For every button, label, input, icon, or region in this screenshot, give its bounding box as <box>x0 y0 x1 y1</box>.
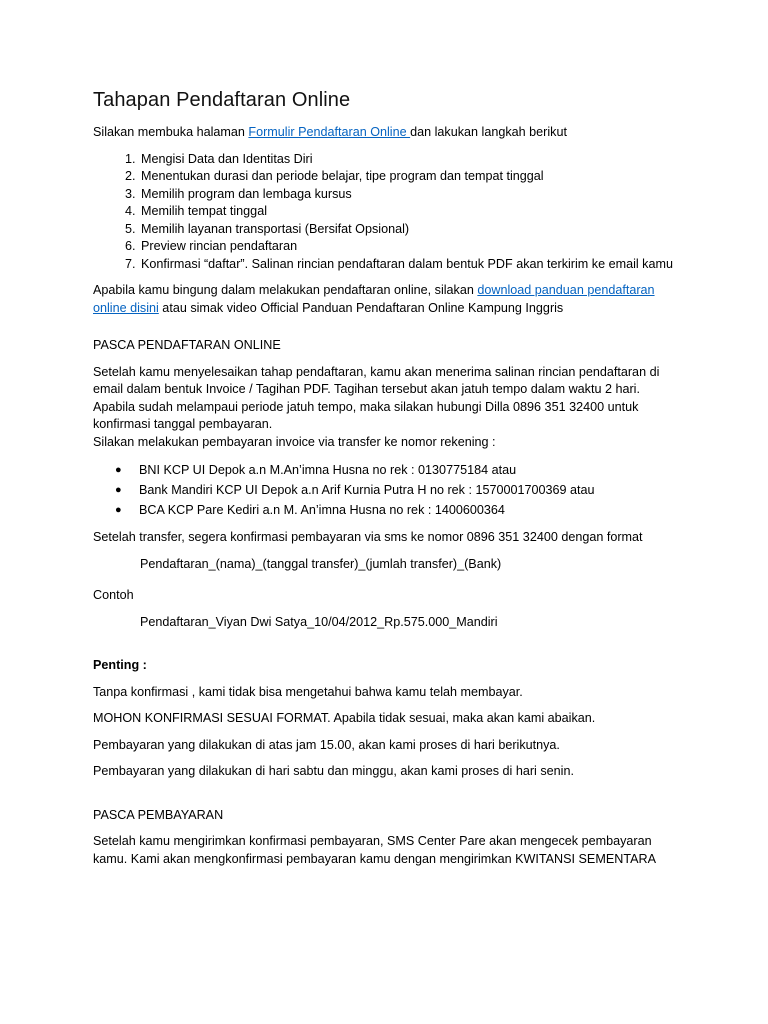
step-item: 5. Memilih layanan transportasi (Bersifat Opsional) <box>139 221 673 239</box>
pasca-pembayaran-paragraph: Setelah kamu mengirimkan konfirmasi pembayaran, SMS Center Pare akan mengecek pembayaran kamu. Kami akan mengkonfirmasi pembayaran kamu dengan mengirimkan KWITANSI SEMENTARA <box>93 834 656 866</box>
important-note: MOHON KONFIRMASI SESUAI FORMAT. Apabila tidak sesuai, maka akan kami abaikan. <box>93 711 596 725</box>
confirm-instruction: Setelah transfer, segera konfirmasi pembayaran via sms ke nomor 0896 351 32400 dengan format <box>93 530 643 544</box>
pasca-pendaftaran-paragraph: Setelah kamu menyelesaikan tahap pendaftaran, kamu akan menerima salinan rincian pendaftaran di email dalam bentuk Invoice / Tagihan PDF. Tagihan tersebut akan jatuh tempo dalam waktu 2 hari. Apabila sudah melampaui periode jatuh tempo, maka silakan hubungi Dilla 0896 351 32400 untuk konfirmasi tanggal pembayaran. <box>93 364 660 431</box>
bank-account-text: BNI KCP UI Depok a.n M.An’imna Husna no rek : 0130775184 atau <box>139 463 517 477</box>
bank-account-text: BCA KCP Pare Kediri a.n M. An’imna Husna no rek : 1400600364 <box>139 503 505 517</box>
page-title: Tahapan Pendaftaran Online <box>93 89 351 111</box>
intro-paragraph <box>93 124 673 142</box>
step-item: 2. Menentukan durasi dan periode belajar, tipe program dan tempat tinggal <box>139 168 673 186</box>
step-item: 6. Preview rincian pendaftaran <box>139 238 673 256</box>
registration-steps-list <box>93 151 673 274</box>
help-paragraph <box>93 282 673 317</box>
important-note: Tanpa konfirmasi , kami tidak bisa mengetahui bahwa kamu telah membayar. <box>93 684 523 699</box>
bank-account-item <box>115 480 673 500</box>
important-label: Penting : <box>93 658 147 672</box>
bullet-icon: ● <box>115 484 122 496</box>
example-label: Contoh <box>93 588 134 602</box>
bank-account-item <box>115 460 673 480</box>
intro-text-after: dan lakukan langkah berikut <box>410 125 567 139</box>
bank-account-item <box>115 500 673 520</box>
formulir-pendaftaran-link[interactable]: Formulir Pendaftaran Online <box>248 125 411 139</box>
pasca-pembayaran-heading: PASCA PEMBAYARAN <box>93 807 224 822</box>
bank-account-text: Bank Mandiri KCP UI Depok a.n Arif Kurnia Putra H no rek : 1570001700369 atau <box>139 483 595 497</box>
pasca-pendaftaran-heading: PASCA PENDAFTARAN ONLINE <box>93 338 281 352</box>
sms-example: Pendaftaran_Viyan Dwi Satya_10/04/2012_Rp.575.000_Mandiri <box>140 614 498 629</box>
help-text-after: atau simak video Official Panduan Pendaftaran Online Kampung Inggris <box>158 300 564 315</box>
bullet-icon: ● <box>115 504 122 516</box>
intro-text-before: Silakan membuka halaman <box>93 125 249 139</box>
step-item: 7. Konfirmasi “daftar”. Salinan rincian pendaftaran dalam bentuk PDF akan terkirim ke email kamu <box>139 256 673 274</box>
step-item: 1. Mengisi Data dan Identitas Diri <box>139 151 673 169</box>
download-panduan-link[interactable]: download panduan pendaftaran online disini <box>93 283 655 315</box>
help-text-before: Apabila kamu bingung dalam melakukan pendaftaran online, silakan <box>93 283 478 297</box>
step-item: 3. Memilih program dan lembaga kursus <box>139 186 673 204</box>
important-note: Pembayaran yang dilakukan di atas jam 15.00, akan kami proses di hari berikutnya. <box>93 737 560 752</box>
sms-format: Pendaftaran_(nama)_(tanggal transfer)_(jumlah transfer)_(Bank) <box>140 556 502 571</box>
transfer-note: Silakan melakukan pembayaran invoice via transfer ke nomor rekening : <box>93 434 496 449</box>
important-note: Pembayaran yang dilakukan di hari sabtu dan minggu, akan kami proses di hari senin. <box>93 764 574 778</box>
bank-accounts-list <box>93 460 673 520</box>
step-item: 4. Memilih tempat tinggal <box>139 203 673 221</box>
document-page <box>93 86 673 877</box>
bullet-icon: ● <box>115 464 122 476</box>
